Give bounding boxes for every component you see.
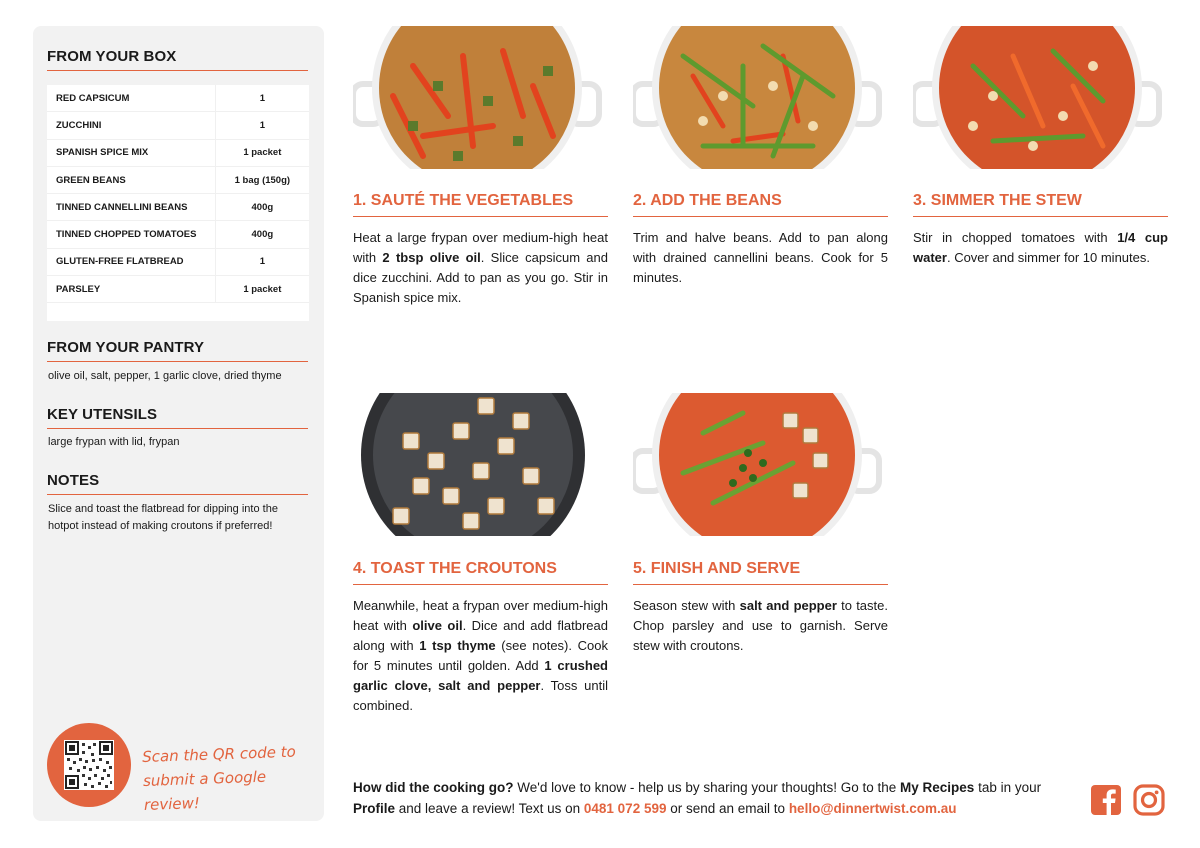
phone-link[interactable]: 0481 072 599 <box>583 801 667 816</box>
pantry-text: olive oil, salt, pepper, 1 garlic clove, dried thyme <box>48 370 282 382</box>
sidebar <box>33 26 324 821</box>
step-3-title: 3. SIMMER THE STEW <box>913 192 1168 217</box>
ingredient-name: ZUCCHINI <box>56 119 102 131</box>
instagram-icon[interactable] <box>1133 784 1165 816</box>
step-5-title: 5. FINISH AND SERVE <box>633 560 888 585</box>
ingredient-name: PARSLEY <box>56 283 101 295</box>
step-text-segment: Stir in chopped tomatoes with <box>913 230 1118 245</box>
step-text-segment: . Cover and simmer for 10 minutes. <box>946 250 1150 265</box>
email-link[interactable]: hello@dinnertwist.com.au <box>788 801 957 816</box>
step-1-text <box>353 228 608 308</box>
step-text-segment: Trim and halve beans. Add to pan along with drained cannellini beans. Cook for 5 minutes. <box>633 230 888 285</box>
utensils-text: large frypan with lid, frypan <box>48 436 180 448</box>
step-1-title: 1. SAUTÉ THE VEGETABLES <box>353 192 608 217</box>
ingredient-row <box>47 194 309 221</box>
ingredient-row <box>47 276 309 303</box>
step-3-text <box>913 228 1168 268</box>
qr-code[interactable] <box>64 740 114 790</box>
ingredient-qty: 1 <box>215 249 309 275</box>
ingredient-name: GREEN BEANS <box>56 174 126 186</box>
ingredient-name: SPANISH SPICE MIX <box>56 147 149 159</box>
step-5-text <box>633 596 888 656</box>
ingredient-row <box>47 167 309 194</box>
key-utensils-title: KEY UTENSILS <box>47 406 308 429</box>
review-question: How did the cooking go? <box>353 780 514 795</box>
my-recipes-label: My Recipes <box>900 780 975 795</box>
from-your-box-title: FROM YOUR BOX <box>47 48 308 71</box>
facebook-icon[interactable] <box>1090 784 1122 816</box>
ingredient-name: GLUTEN-FREE FLATBREAD <box>56 256 184 268</box>
notes-title: NOTES <box>47 472 308 495</box>
ingredient-row <box>47 112 309 139</box>
ingredient-name: TINNED CHOPPED TOMATOES <box>56 229 197 241</box>
step-text-bold: 2 tbsp olive oil <box>382 250 481 265</box>
ingredient-qty: 1 bag (150g) <box>215 167 309 193</box>
ingredient-row <box>47 221 309 248</box>
step-text-segment: Season stew with <box>633 598 740 613</box>
step-text-segment: Heat a large frypan over medium-high heat with <box>353 230 608 265</box>
step-text-segment: . Slice capsicum and dice zucchini. Add to pan as you go. Stir in Spanish spice mix. <box>353 250 609 305</box>
step-5-image <box>633 393 888 536</box>
ingredients-table <box>47 85 309 321</box>
ingredient-row <box>47 85 309 112</box>
qr-caption-line2: submit a Google review! <box>142 767 267 814</box>
ingredient-name: RED CAPSICUM <box>56 92 130 104</box>
step-4-image <box>353 393 608 536</box>
review-text-3: and leave a review! Text us on <box>395 801 584 816</box>
step-4-text <box>353 596 608 716</box>
review-prompt <box>353 777 1073 819</box>
step-text-bold: olive oil <box>412 618 463 633</box>
review-text-2: tab in your <box>974 780 1042 795</box>
step-text-segment: . Toss until combined. <box>353 678 609 713</box>
step-text-bold: 1 tsp thyme <box>419 638 496 653</box>
ingredient-qty: 400g <box>215 221 309 247</box>
step-2-image <box>633 26 888 169</box>
step-text-segment: Meanwhile, heat a frypan over medium-high heat with <box>353 598 608 633</box>
qr-caption-line1: Scan the QR code to <box>141 742 297 766</box>
qr-caption <box>142 739 314 817</box>
step-text-segment: (see notes). Cook for 5 minutes until golden. Add <box>353 638 609 673</box>
step-text-bold: salt and pepper <box>739 598 837 613</box>
step-text-segment: . Dice and add flatbread along with <box>353 618 608 653</box>
step-4-title: 4. TOAST THE CROUTONS <box>353 560 608 585</box>
from-your-pantry-title: FROM YOUR PANTRY <box>47 339 308 362</box>
step-text-bold: 1 crushed garlic clove, salt and pepper <box>353 658 608 693</box>
review-text-1: We'd love to know - help us by sharing your thoughts! Go to the <box>513 780 901 795</box>
ingredient-qty: 400g <box>215 194 309 220</box>
step-text-segment: to taste. Chop parsley and use to garnish. Serve stew with croutons. <box>633 598 888 653</box>
ingredient-qty: 1 <box>215 85 309 111</box>
ingredient-qty: 1 <box>215 112 309 138</box>
review-text-4: or send an email to <box>666 801 789 816</box>
ingredient-qty: 1 packet <box>215 276 309 302</box>
qr-code-badge[interactable] <box>47 723 131 807</box>
step-text-bold: 1/4 cup water <box>913 230 1168 265</box>
step-2-text <box>633 228 888 288</box>
ingredient-row <box>47 140 309 167</box>
step-1-image <box>353 26 608 169</box>
ingredient-row <box>47 249 309 276</box>
step-3-image <box>913 26 1168 169</box>
profile-label: Profile <box>353 801 396 816</box>
notes-text: Slice and toast the flatbread for dipping into the hotpot instead of making croutons if preferred! <box>48 503 278 532</box>
ingredient-name: TINNED CANNELLINI BEANS <box>56 201 188 213</box>
ingredient-qty: 1 packet <box>215 140 309 166</box>
step-2-title: 2. ADD THE BEANS <box>633 192 888 217</box>
